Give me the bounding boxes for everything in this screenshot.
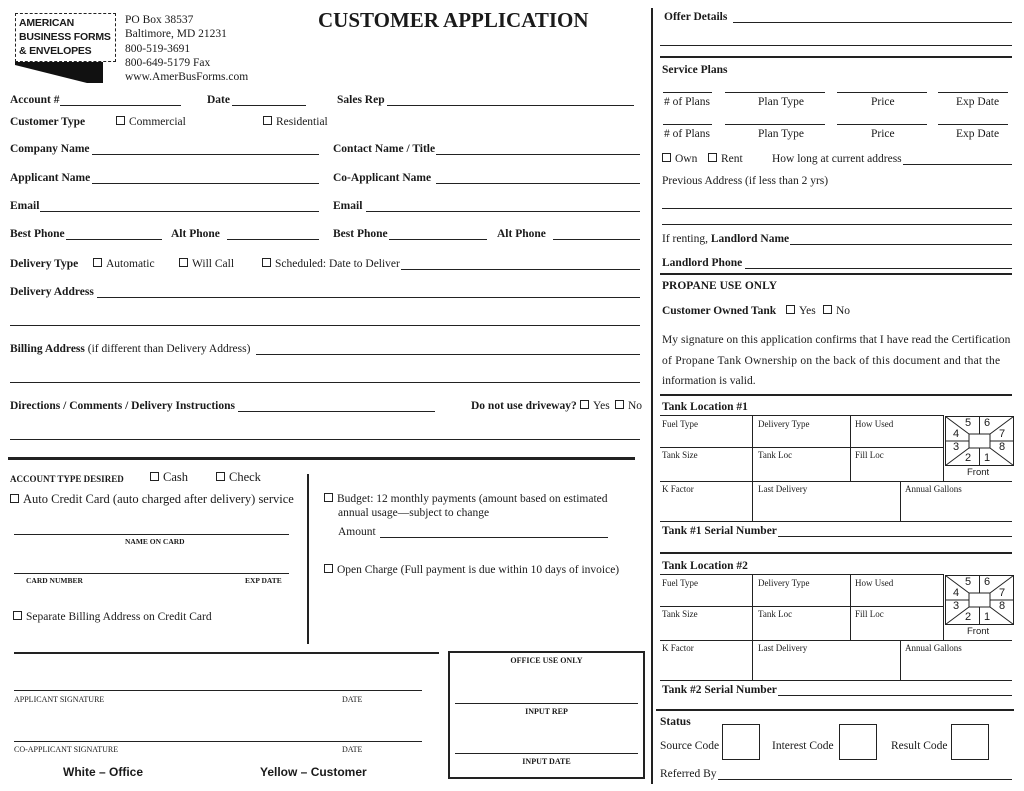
- auto-credit-label: Auto Credit Card (auto charged after delivery) service: [23, 492, 294, 506]
- email-2-label: Email: [333, 200, 363, 212]
- own-checkbox[interactable]: [662, 153, 697, 165]
- checkbox-icon: [10, 494, 19, 503]
- section-divider: [8, 457, 635, 460]
- tank-1-fill-loc[interactable]: Fill Loc: [855, 450, 884, 460]
- diagram-num-6: 6: [984, 576, 991, 588]
- alt-phone-label: Alt Phone: [171, 228, 220, 240]
- driveway-no-checkbox[interactable]: [615, 400, 642, 412]
- applicant-date-label: DATE: [342, 695, 363, 704]
- contact-name-field[interactable]: [436, 154, 640, 155]
- tank-2-annual-gallons[interactable]: Annual Gallons: [905, 643, 962, 653]
- company-phone: 800-519-3691: [125, 42, 191, 55]
- logo-line-1: AMERICAN: [19, 17, 74, 29]
- best-phone-label: Best Phone: [10, 228, 65, 240]
- column-divider: [651, 8, 653, 784]
- checkbox-icon: [324, 493, 333, 502]
- company-city: Baltimore, MD 21231: [125, 28, 227, 41]
- auto-credit-checkbox[interactable]: [10, 492, 294, 507]
- separate-billing-checkbox[interactable]: [13, 611, 212, 623]
- customer-tank-label: Customer Owned Tank: [662, 305, 777, 317]
- account-label: Account #: [10, 94, 60, 106]
- date-to-deliver-field[interactable]: [401, 269, 640, 270]
- plan-1-count-field[interactable]: [663, 92, 712, 93]
- result-code-label: Result Code: [891, 740, 948, 752]
- amount-label: Amount: [338, 526, 376, 538]
- certification-line-3: information is valid.: [662, 375, 756, 387]
- co-applicant-signature-field[interactable]: [14, 741, 422, 742]
- source-code-box[interactable]: [722, 724, 760, 760]
- tank-yes-checkbox[interactable]: [786, 305, 816, 317]
- tank-2-fill-loc[interactable]: Fill Loc: [855, 609, 884, 619]
- exp-date-label: EXP DATE: [245, 576, 282, 585]
- plan-1-exp-field[interactable]: [938, 92, 1008, 93]
- budget-label: Budget: 12 monthly payments (amount based on estimated: [337, 493, 608, 505]
- plan-1-type-field[interactable]: [725, 92, 825, 93]
- co-applicant-name-label: Co-Applicant Name: [333, 172, 432, 184]
- tank-location-1-label: Tank Location #1: [662, 401, 748, 413]
- checkbox-icon: [324, 564, 333, 573]
- landlord-name-field[interactable]: [790, 244, 1012, 245]
- service-divider: [660, 56, 1012, 58]
- billing-address-title: Billing Address: [10, 343, 85, 355]
- automatic-checkbox[interactable]: [93, 258, 155, 270]
- cash-checkbox[interactable]: [150, 470, 188, 485]
- rent-label: Rent: [721, 153, 743, 165]
- driveway-yes-label: Yes: [593, 400, 610, 412]
- delivery-type-label: Delivery Type: [10, 258, 79, 270]
- tank-2-last-delivery[interactable]: Last Delivery: [758, 643, 808, 653]
- name-on-card-label: NAME ON CARD: [125, 537, 185, 546]
- if-renting-label: If renting,: [662, 233, 708, 245]
- tank-1-delivery-type[interactable]: Delivery Type: [758, 419, 810, 429]
- tank-1-diagram[interactable]: [945, 416, 1014, 466]
- check-label: Check: [229, 470, 261, 484]
- plan-2-type-label: Plan Type: [758, 128, 804, 140]
- checkbox-icon: [823, 305, 832, 314]
- driveway-no-label: No: [628, 400, 643, 412]
- tank-2-fuel-type[interactable]: Fuel Type: [662, 578, 698, 588]
- tank-1-serial-label: Tank #1 Serial Number: [662, 525, 777, 537]
- tank-1-last-delivery[interactable]: Last Delivery: [758, 484, 808, 494]
- billing-address-field[interactable]: [256, 354, 640, 355]
- company-web: www.AmerBusForms.com: [125, 71, 249, 84]
- tank-2-how-used[interactable]: How Used: [855, 578, 894, 588]
- offer-details-label: Offer Details: [664, 11, 728, 23]
- tank-1-tank-size[interactable]: Tank Size: [662, 450, 698, 460]
- service-plans-label: Service Plans: [662, 64, 728, 76]
- tank-2-serial-field[interactable]: [778, 695, 1012, 696]
- diagram-num-7: 7: [999, 587, 1006, 599]
- diagram-num-1: 1: [984, 611, 991, 623]
- check-checkbox[interactable]: [216, 470, 261, 485]
- plan-2-price-label: Price: [871, 128, 895, 140]
- delivery-address-label: Delivery Address: [10, 286, 94, 298]
- diagram-num-5: 5: [965, 417, 972, 429]
- yellow-copy-label: Yellow – Customer: [260, 765, 367, 779]
- automatic-label: Automatic: [106, 258, 155, 270]
- checkbox-icon: [662, 153, 671, 162]
- office-use-title: OFFICE USE ONLY: [510, 656, 583, 665]
- checkbox-icon: [580, 400, 589, 409]
- account-type-divider: [307, 474, 309, 644]
- diagram-num-7: 7: [999, 428, 1006, 440]
- tank-2-divider: [660, 552, 1012, 554]
- checkbox-icon: [786, 305, 795, 314]
- tank-1-annual-gallons[interactable]: Annual Gallons: [905, 484, 962, 494]
- previous-address-field[interactable]: [662, 208, 1012, 209]
- tank-2-tank-size[interactable]: Tank Size: [662, 609, 698, 619]
- plan-1-exp-label: Exp Date: [956, 96, 1000, 108]
- alt-phone-field[interactable]: [227, 239, 319, 240]
- plan-2-exp-field[interactable]: [938, 124, 1008, 125]
- tank-1-front-label: Front: [967, 467, 990, 478]
- diagram-num-5: 5: [965, 576, 972, 588]
- company-name-label: Company Name: [10, 143, 90, 155]
- email-2-field[interactable]: [366, 211, 640, 212]
- delivery-address-field[interactable]: [97, 297, 640, 298]
- diagram-num-8: 8: [999, 600, 1006, 612]
- driveway-label: Do not use driveway?: [471, 400, 577, 412]
- diagram-num-6: 6: [984, 417, 991, 429]
- logo: [15, 13, 116, 83]
- company-fax: 800-649-5179 Fax: [125, 56, 211, 69]
- how-long-label: How long at current address: [772, 153, 902, 165]
- separate-billing-label: Separate Billing Address on Credit Card: [26, 611, 212, 623]
- directions-field-2[interactable]: [10, 439, 640, 440]
- interest-code-label: Interest Code: [772, 740, 834, 752]
- billing-address-label: [10, 343, 250, 355]
- will-call-label: Will Call: [192, 258, 235, 270]
- previous-address-field-2[interactable]: [662, 224, 1012, 225]
- diagram-num-4: 4: [953, 587, 960, 599]
- plan-2-price-field[interactable]: [837, 124, 927, 125]
- company-name-field[interactable]: [92, 154, 319, 155]
- tank-2-serial-label: Tank #2 Serial Number: [662, 684, 777, 696]
- scheduled-checkbox[interactable]: [262, 258, 400, 270]
- plan-2-exp-label: Exp Date: [956, 128, 1000, 140]
- co-applicant-date-label: DATE: [342, 745, 363, 754]
- source-code-label: Source Code: [660, 740, 720, 752]
- certification-line-2: of Propane Tank Ownership on the back of this document and that the: [662, 354, 1001, 367]
- co-applicant-name-field[interactable]: [436, 183, 640, 184]
- checkbox-icon: [116, 116, 125, 125]
- landlord-phone-field[interactable]: [745, 268, 1012, 269]
- company-address: [125, 13, 248, 84]
- result-code-box[interactable]: [951, 724, 989, 760]
- tank-no-label: No: [836, 305, 851, 317]
- account-type-heading: ACCOUNT TYPE DESIRED: [10, 474, 124, 484]
- diagram-num-3: 3: [953, 441, 960, 453]
- plan-2-type-field[interactable]: [725, 124, 825, 125]
- propane-only-label: PROPANE USE ONLY: [662, 280, 778, 292]
- commercial-checkbox[interactable]: [116, 116, 186, 128]
- billing-address-field-2[interactable]: [10, 382, 640, 383]
- delivery-address-field-2[interactable]: [10, 325, 640, 326]
- name-on-card-field[interactable]: [14, 534, 289, 535]
- input-rep-label: INPUT REP: [525, 707, 568, 716]
- landlord-name-title: Landlord Name: [710, 233, 790, 245]
- commercial-label: Commercial: [129, 116, 186, 128]
- landlord-name-label: [662, 233, 789, 245]
- referred-by-field[interactable]: [718, 779, 1012, 780]
- checkbox-icon: [13, 611, 22, 620]
- applicant-signature-label: APPLICANT SIGNATURE: [14, 695, 105, 704]
- tank-2-k-factor[interactable]: K Factor: [662, 643, 694, 653]
- sales-rep-label: Sales Rep: [337, 94, 385, 106]
- own-label: Own: [675, 153, 698, 165]
- tank-1-how-used[interactable]: How Used: [855, 419, 894, 429]
- email-field[interactable]: [40, 211, 319, 212]
- checkbox-icon: [93, 258, 102, 267]
- input-date-field[interactable]: [455, 753, 638, 754]
- best-phone-field[interactable]: [66, 239, 162, 240]
- diagram-num-8: 8: [999, 441, 1006, 453]
- plan-1-count-label: # of Plans: [664, 96, 710, 108]
- applicant-signature-field[interactable]: [14, 690, 422, 691]
- input-rep-field[interactable]: [455, 703, 638, 704]
- diagram-num-1: 1: [984, 452, 991, 464]
- tank-2-front-label: Front: [967, 626, 990, 637]
- tank-1-fuel-type[interactable]: Fuel Type: [662, 419, 698, 429]
- tank-2-delivery-type[interactable]: Delivery Type: [758, 578, 810, 588]
- applicant-name-label: Applicant Name: [10, 172, 91, 184]
- date-label: Date: [207, 94, 230, 106]
- account-field[interactable]: [60, 105, 181, 106]
- signature-divider: [14, 652, 439, 654]
- plan-2-count-field[interactable]: [663, 124, 712, 125]
- offer-details-field-2[interactable]: [660, 45, 1012, 46]
- status-label: Status: [660, 716, 691, 728]
- driveway-yes-checkbox[interactable]: [580, 400, 610, 412]
- offer-details-field[interactable]: [733, 22, 1012, 23]
- tank-yes-label: Yes: [799, 305, 816, 317]
- tank-location-2-label: Tank Location #2: [662, 560, 748, 572]
- input-date-label: INPUT DATE: [522, 757, 571, 766]
- checkbox-icon: [262, 258, 271, 267]
- card-number-field[interactable]: [14, 573, 289, 574]
- sales-rep-field[interactable]: [387, 105, 634, 106]
- applicant-name-field[interactable]: [92, 183, 319, 184]
- budget-label-2: annual usage—subject to change: [338, 507, 490, 519]
- card-number-label: CARD NUMBER: [26, 576, 83, 585]
- diagram-num-2: 2: [965, 452, 972, 464]
- diagram-num-2: 2: [965, 611, 972, 623]
- amount-field[interactable]: [380, 537, 608, 538]
- checkbox-icon: [179, 258, 188, 267]
- checkbox-icon: [263, 116, 272, 125]
- plan-2-count-label: # of Plans: [664, 128, 710, 140]
- certification-line-1: My signature on this application confirms that I have read the Certification: [662, 334, 1011, 346]
- contact-name-label: Contact Name / Title: [333, 143, 436, 155]
- referred-by-label: Referred By: [660, 768, 717, 780]
- directions-field[interactable]: [238, 411, 435, 412]
- residential-label: Residential: [276, 116, 328, 128]
- budget-checkbox[interactable]: [324, 493, 608, 505]
- checkbox-icon: [708, 153, 717, 162]
- residential-checkbox[interactable]: [263, 116, 328, 128]
- checkbox-icon: [150, 472, 159, 481]
- customer-type-label: Customer Type: [10, 116, 86, 128]
- best-phone-2-field[interactable]: [389, 239, 487, 240]
- directions-label: Directions / Comments / Delivery Instructions: [10, 400, 235, 412]
- scheduled-label: Scheduled:: [275, 258, 327, 270]
- plan-1-type-label: Plan Type: [758, 96, 804, 108]
- logo-line-3: & ENVELOPES: [19, 45, 92, 57]
- white-copy-label: White – Office: [63, 765, 144, 779]
- logo-line-2: BUSINESS FORMS: [19, 31, 111, 43]
- plan-1-price-label: Price: [871, 96, 895, 108]
- open-charge-checkbox[interactable]: [324, 564, 619, 576]
- tank-2-diagram[interactable]: [945, 575, 1014, 625]
- tank-1-serial-field[interactable]: [778, 536, 1012, 537]
- checkbox-icon: [615, 400, 624, 409]
- tank-1-k-factor[interactable]: K Factor: [662, 484, 694, 494]
- tank-no-checkbox[interactable]: [823, 305, 850, 317]
- date-field[interactable]: [232, 105, 306, 106]
- rent-checkbox[interactable]: [708, 153, 743, 165]
- company-po: PO Box 38537: [125, 14, 194, 26]
- interest-code-box[interactable]: [839, 724, 877, 760]
- email-label: Email: [10, 200, 40, 212]
- checkbox-icon: [216, 472, 225, 481]
- will-call-checkbox[interactable]: [179, 258, 234, 270]
- diagram-num-3: 3: [953, 600, 960, 612]
- billing-address-note: (if different than Delivery Address): [87, 343, 251, 355]
- plan-1-price-field[interactable]: [837, 92, 927, 93]
- open-charge-label: Open Charge (Full payment is due within 10 days of invoice): [337, 564, 620, 576]
- certification-text: [662, 330, 1010, 392]
- best-phone-2-label: Best Phone: [333, 228, 388, 240]
- alt-phone-2-field[interactable]: [553, 239, 640, 240]
- tank-2-tank-loc[interactable]: Tank Loc: [758, 609, 793, 619]
- how-long-field[interactable]: [903, 164, 1012, 165]
- propane-divider: [660, 273, 1012, 275]
- previous-address-label: Previous Address (if less than 2 yrs): [662, 175, 829, 187]
- logo-ribbon-icon: [15, 62, 116, 84]
- page-title: CUSTOMER APPLICATION: [318, 8, 589, 32]
- date-to-deliver-label: Date to Deliver: [328, 258, 400, 270]
- landlord-phone-label: Landlord Phone: [662, 257, 743, 269]
- cash-label: Cash: [163, 470, 188, 484]
- tank-divider: [660, 394, 1012, 396]
- status-divider: [656, 709, 1014, 711]
- alt-phone-2-label: Alt Phone: [497, 228, 546, 240]
- tank-1-tank-loc[interactable]: Tank Loc: [758, 450, 793, 460]
- co-applicant-signature-label: CO-APPLICANT SIGNATURE: [14, 745, 119, 754]
- diagram-num-4: 4: [953, 428, 960, 440]
